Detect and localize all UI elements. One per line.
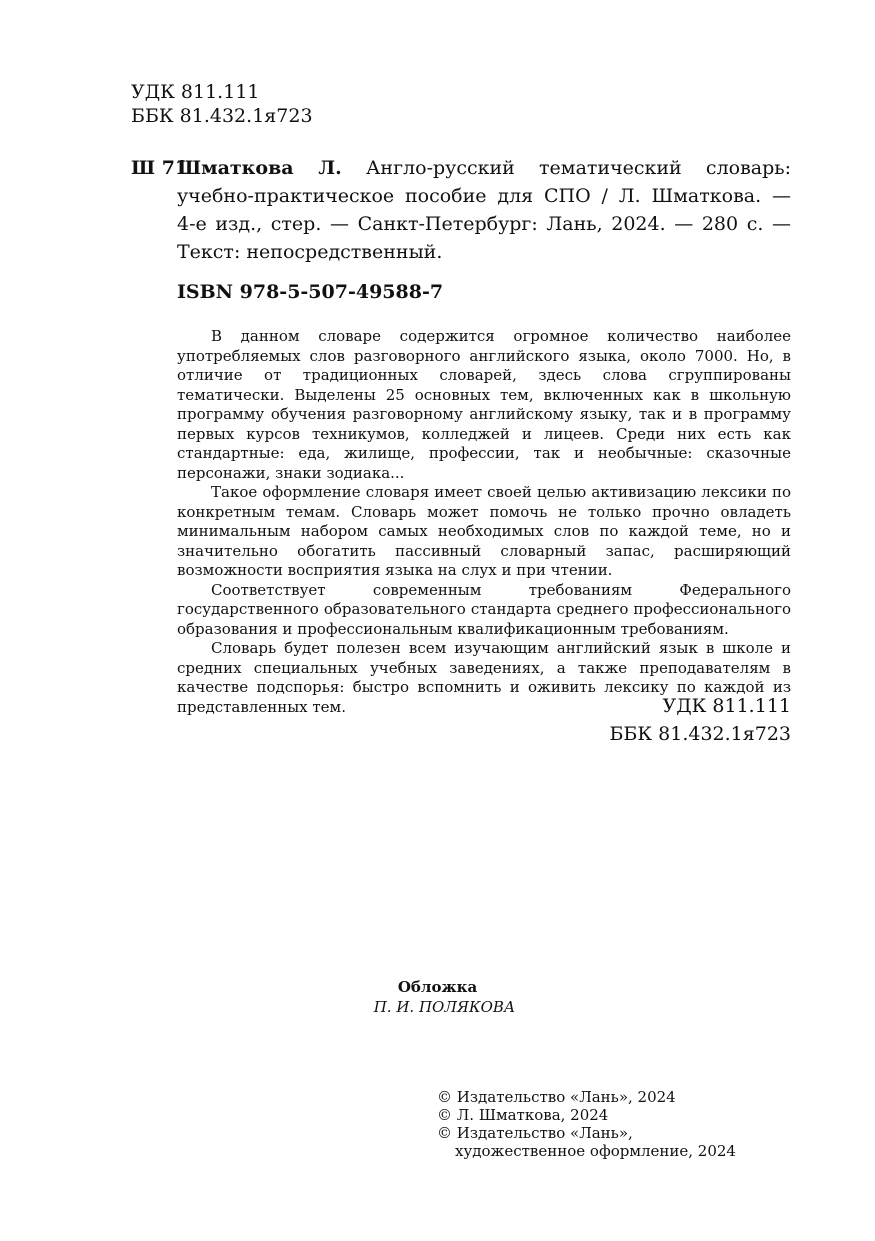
author-mark: Ш 71 <box>131 157 189 179</box>
entry-line-2: учебно-практическое пособие для СПО / Л. Шматкова. — <box>177 185 791 207</box>
classification-codes-top <box>131 80 313 128</box>
author-name: Шматкова Л. <box>177 157 342 179</box>
bbk-code: ББК 81.432.1я723 <box>609 723 791 745</box>
udk-code: УДК 811.111 <box>131 81 260 103</box>
book-title: Англо-русский тематический словарь: <box>366 157 792 179</box>
entry-line-1 <box>177 154 791 182</box>
copyright-line: © Издательство «Лань», 2024 <box>437 1088 676 1106</box>
bibliographic-description <box>177 154 791 266</box>
annotation-paragraph: Словарь будет полезен всем изучающим английский язык в школе и средних специальных учебных заведениях, а также преподавателям в качестве подспорья: быстро вспомнить и оживить лексику по каждой из представленных тем. <box>177 639 791 716</box>
entry-line-4: Текст: непосредственный. <box>177 241 443 263</box>
annotation <box>177 327 791 717</box>
entry-line-3: 4-е изд., стер. — Санкт-Петербург: Лань, 2024. — 280 с. — <box>177 213 791 235</box>
copyright-block <box>437 1088 736 1160</box>
bibliographic-entry <box>131 154 791 266</box>
isbn: ISBN 978-5-507-49588-7 <box>177 281 444 303</box>
bbk-code: ББК 81.432.1я723 <box>131 105 313 127</box>
udk-code: УДК 811.111 <box>662 695 791 717</box>
annotation-paragraph: В данном словаре содержится огромное количество наиболее употребляемых слов разговорного английского языка, около 7000. Но, в отличие от традиционных словарей, здесь слова сгруппированы тематически. Выделены 25 основных тем, включенных как в школьную программу обучения разговорному английскому языку, так и в программу первых курсов техникумов, колледжей и лицеев. Среди них есть как стандартные: еда, жилище, профессии, так и необычные: сказочные персонажи, знаки зодиака... <box>177 327 791 482</box>
classification-codes-bottom <box>609 692 791 748</box>
cover-designer-name: П. И. ПОЛЯКОВА <box>373 998 516 1016</box>
annotation-paragraph: Такое оформление словаря имеет своей целью активизацию лексики по конкретным темам. Словарь может помочь не только прочно овладеть минимальным набором самых необходимых слов по каждой теме, но и значительно обогатить пассивный словарный запас, расширяющий возможности восприятия языка на слух и при чтении. <box>177 483 791 579</box>
annotation-paragraph: Соответствует современным требованиям Федерального государственного образовательного стандарта среднего профессионального образования и профессиональным квалификационным требованиям. <box>177 580 791 638</box>
cover-credit <box>0 977 875 1017</box>
copyright-line: © Издательство «Лань», <box>437 1124 633 1142</box>
copyright-line: © Л. Шматкова, 2024 <box>437 1106 609 1124</box>
copyright-line: художественное оформление, 2024 <box>455 1142 736 1160</box>
cover-credit-title: Обложка <box>397 978 478 996</box>
